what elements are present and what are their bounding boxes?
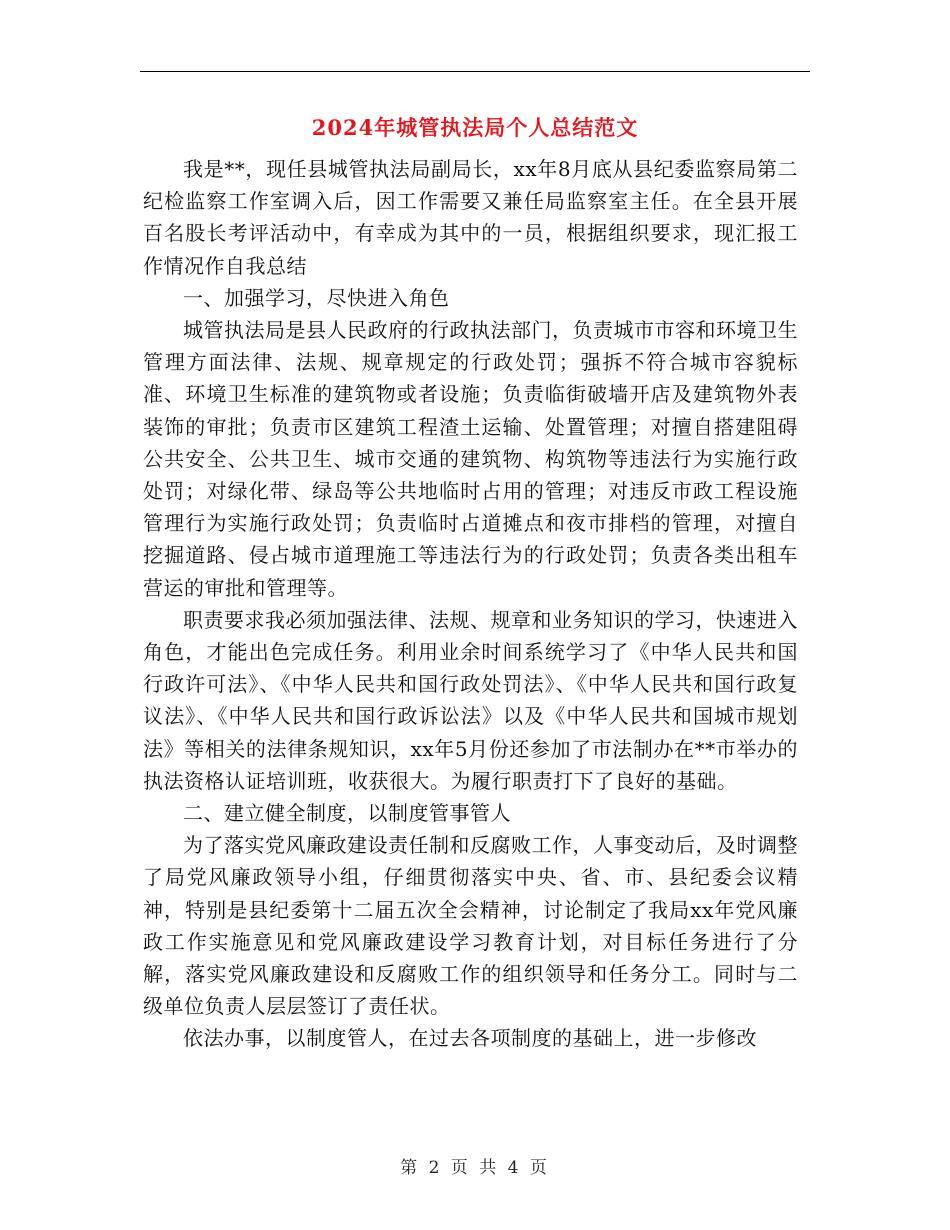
page-number-footer: 第 2 页 共 4 页: [400, 1158, 550, 1178]
document-body: [143, 153, 798, 1055]
paragraph-integrity: 为了落实党风廉政建设责任制和反腐败工作，人事变动后，及时调整了局党风廉政领导小组，仔细贯彻落实中央、省、市、县纪委会议精神，特别是县纪委第十二届五次全会精神，讨论制定了我局xx年党风廉政工作实施意见和党风廉政建设学习教育计划，对目标任务进行了分解，落实党风廉政建设和反腐败工作的组织领导和任务分工。同时与二级单位负责人层层签订了责任状。: [143, 833, 798, 1019]
document-title: 2024年城管执法局个人总结范文: [311, 115, 639, 140]
paragraph-duties: 城管执法局是县人民政府的行政执法部门，负责城市市容和环境卫生管理方面法律、法规、规章规定的行政处罚；强拆不符合城市容貌标准、环境卫生标准的建筑物或者设施；负责临街破墙开店及建筑物外表装饰的审批；负责市区建筑工程渣土运输、处置管理；对擅自搭建阻碍公共安全、公共卫生、城市交通的建筑物、构筑物等违法行为实施行政处罚；对绿化带、绿岛等公共地临时占用的管理；对违反市政工程设施管理行为实施行政处罚；负责临时占道摊点和夜市排档的管理，对擅自挖掘道路、侵占城市道理施工等违法行为的行政处罚；负责各类出租车营运的审批和管理等。: [143, 318, 798, 600]
section-heading-1: 一、加强学习，尽快进入角色: [183, 285, 450, 310]
paragraph-study: 职责要求我必须加强法律、法规、规章和业务知识的学习，快速进入角色，才能出色完成任务。利用业余时间系统学习了《中华人民共和国行政许可法》、《中华人民共和国行政处罚法》、《中华人民共和国行政复议法》、《中华人民共和国行政诉讼法》以及《中华人民共和国城市规划法》等相关的法律条规知识，xx年5月份还参加了市法制办在**市举办的执法资格认证培训班，收获很大。为履行职责打下了良好的基础。: [143, 607, 798, 793]
section-heading-2: 二、建立健全制度，以制度管事管人: [183, 801, 511, 826]
paragraph-intro: 我是**，现任县城管执法局副局长，xx年8月底从县纪委监察局第二纪检监察工作室调入后，因工作需要又兼任局监察室主任。在全县开展百名股长考评活动中，有幸成为其中的一员，根据组织要求，现汇报工作情况作自我总结: [143, 157, 798, 278]
paragraph-rules: 依法办事，以制度管人，在过去各项制度的基础上，进一步修改: [183, 1026, 757, 1051]
header-rule: [140, 71, 810, 72]
